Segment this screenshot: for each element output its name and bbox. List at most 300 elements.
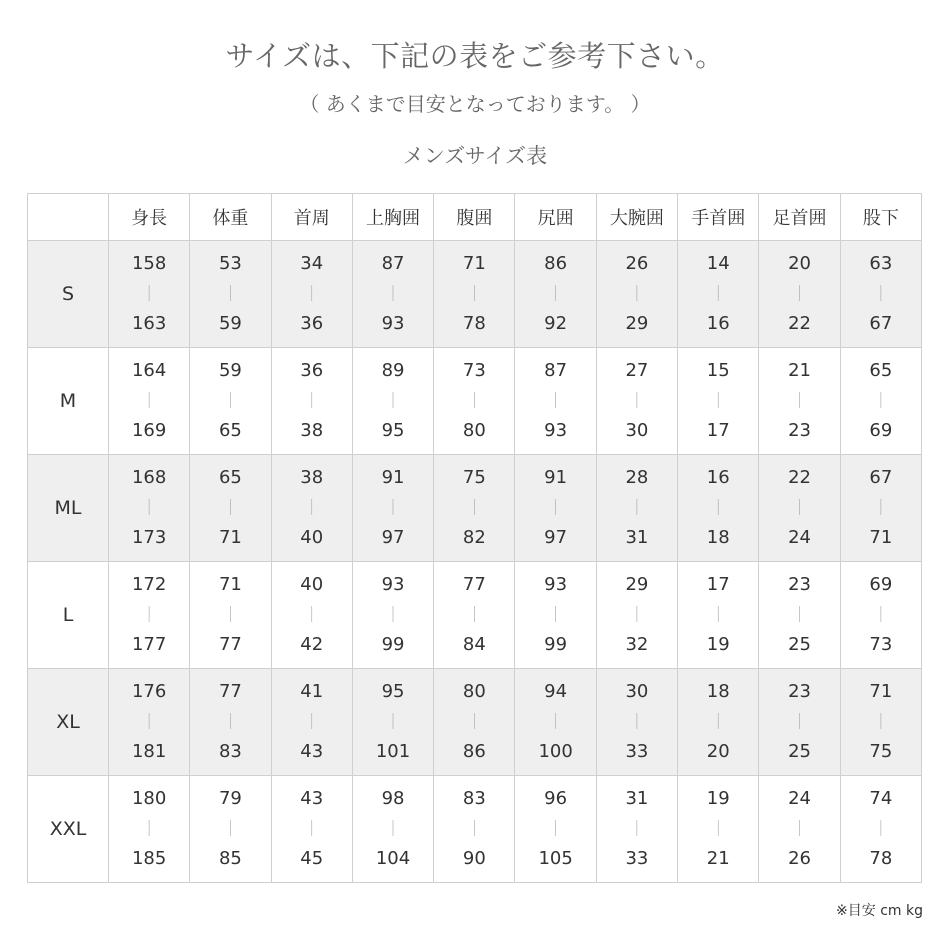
measurement-range [678, 356, 758, 446]
measurement-cell [434, 348, 515, 455]
range-separator: ｜ [872, 391, 889, 410]
measurement-cell [109, 348, 190, 455]
measurement-cell [352, 455, 433, 562]
measurement-range [597, 677, 677, 767]
range-max: 42 [300, 634, 324, 655]
measurement-range [759, 677, 839, 767]
range-separator: ｜ [385, 498, 402, 517]
range-min: 22 [788, 467, 811, 488]
range-min: 26 [625, 253, 649, 274]
range-separator: ｜ [303, 712, 320, 731]
range-min: 176 [131, 681, 167, 702]
range-max: 177 [131, 634, 167, 655]
measurement-cell [596, 348, 677, 455]
measurement-cell [515, 776, 596, 883]
measurement-cell [596, 241, 677, 348]
range-max: 73 [869, 634, 893, 655]
range-min: 77 [218, 681, 242, 702]
measurement-range [190, 784, 270, 874]
measurement-range [597, 249, 677, 339]
measurement-cell [271, 776, 352, 883]
range-separator: ｜ [628, 605, 645, 624]
range-min: 91 [381, 467, 405, 488]
range-min: 96 [544, 788, 568, 809]
measurement-range [190, 249, 270, 339]
measurement-cell [596, 669, 677, 776]
measurement-range [759, 249, 839, 339]
measurement-cell [515, 455, 596, 562]
measurement-cell [434, 562, 515, 669]
measurement-range [190, 356, 270, 446]
measurement-cell [271, 669, 352, 776]
size-label: ML [28, 455, 109, 562]
range-min: 80 [462, 681, 486, 702]
range-max: 101 [375, 741, 411, 762]
range-separator: ｜ [141, 605, 158, 624]
measurement-range [109, 463, 189, 553]
range-min: 34 [300, 253, 324, 274]
table-row [28, 455, 922, 562]
range-min: 93 [544, 574, 568, 595]
measurement-range [678, 463, 758, 553]
measurement-cell [352, 669, 433, 776]
measurement-cell [190, 669, 271, 776]
range-min: 180 [131, 788, 167, 809]
measurement-cell [515, 348, 596, 455]
range-max: 85 [218, 848, 242, 869]
range-min: 21 [788, 360, 811, 381]
range-max: 25 [788, 634, 811, 655]
range-separator: ｜ [872, 605, 889, 624]
range-min: 36 [300, 360, 324, 381]
range-max: 19 [706, 634, 730, 655]
range-max: 20 [706, 741, 730, 762]
measurement-range [109, 249, 189, 339]
measurement-cell [109, 562, 190, 669]
range-separator: ｜ [710, 712, 727, 731]
range-min: 63 [869, 253, 893, 274]
range-max: 86 [462, 741, 486, 762]
range-separator: ｜ [466, 498, 483, 517]
range-separator: ｜ [466, 819, 483, 838]
range-min: 168 [131, 467, 167, 488]
table-row [28, 562, 922, 669]
range-min: 43 [300, 788, 324, 809]
measurement-range [272, 677, 352, 767]
size-label: XL [28, 669, 109, 776]
table-row [28, 348, 922, 455]
range-min: 71 [462, 253, 486, 274]
range-max: 83 [218, 741, 242, 762]
range-min: 27 [625, 360, 649, 381]
measurement-range [841, 784, 921, 874]
range-separator: ｜ [141, 284, 158, 303]
range-min: 59 [218, 360, 242, 381]
measurement-cell [190, 776, 271, 883]
range-min: 73 [462, 360, 486, 381]
measurement-cell [840, 455, 921, 562]
measurement-cell [434, 455, 515, 562]
measurement-range [353, 570, 433, 660]
range-separator: ｜ [466, 605, 483, 624]
measurement-range [678, 784, 758, 874]
measurement-cell [109, 669, 190, 776]
range-max: 43 [300, 741, 324, 762]
range-max: 38 [300, 420, 324, 441]
range-separator: ｜ [303, 819, 320, 838]
range-min: 23 [788, 574, 811, 595]
range-min: 95 [381, 681, 405, 702]
page-title: サイズは、下記の表をご参考下さい。 [225, 39, 725, 73]
range-max: 93 [544, 420, 568, 441]
range-separator: ｜ [141, 712, 158, 731]
range-separator: ｜ [222, 819, 239, 838]
measurement-cell [759, 776, 840, 883]
range-separator: ｜ [628, 712, 645, 731]
range-min: 71 [218, 574, 242, 595]
range-separator: ｜ [628, 284, 645, 303]
table-row [28, 241, 922, 348]
table-row [28, 776, 922, 883]
range-min: 16 [706, 467, 730, 488]
measurement-range [515, 249, 595, 339]
range-separator: ｜ [303, 391, 320, 410]
measurement-range [597, 463, 677, 553]
range-separator: ｜ [303, 284, 320, 303]
measurement-range [759, 784, 839, 874]
measurement-cell [109, 455, 190, 562]
range-max: 75 [869, 741, 893, 762]
range-separator: ｜ [466, 284, 483, 303]
measurement-cell [515, 669, 596, 776]
measurement-range [759, 356, 839, 446]
column-header: 股下 [840, 194, 921, 241]
range-min: 17 [706, 574, 730, 595]
range-max: 82 [462, 527, 486, 548]
measurement-range [434, 463, 514, 553]
measurement-range [759, 463, 839, 553]
column-header: 手首囲 [678, 194, 759, 241]
range-separator: ｜ [222, 284, 239, 303]
range-separator: ｜ [547, 712, 564, 731]
measurement-cell [271, 562, 352, 669]
column-header: 体重 [190, 194, 271, 241]
range-min: 158 [131, 253, 167, 274]
measurement-cell [190, 562, 271, 669]
range-max: 181 [131, 741, 167, 762]
page-subtitle: （ あくまで目安となっております。 ） [299, 92, 651, 116]
measurement-range [678, 570, 758, 660]
column-header: 腹囲 [434, 194, 515, 241]
range-min: 19 [706, 788, 730, 809]
range-separator: ｜ [628, 391, 645, 410]
range-min: 65 [218, 467, 242, 488]
range-separator: ｜ [791, 284, 808, 303]
range-max: 40 [300, 527, 324, 548]
measurement-cell [678, 348, 759, 455]
table-row [28, 669, 922, 776]
measurement-range [841, 249, 921, 339]
measurement-range [109, 784, 189, 874]
measurement-range [515, 463, 595, 553]
range-max: 36 [300, 313, 324, 334]
range-separator: ｜ [872, 498, 889, 517]
measurement-cell [271, 348, 352, 455]
range-max: 84 [462, 634, 486, 655]
range-min: 98 [381, 788, 405, 809]
range-separator: ｜ [872, 284, 889, 303]
measurement-cell [678, 562, 759, 669]
measurement-cell [352, 562, 433, 669]
range-max: 163 [131, 313, 167, 334]
range-separator: ｜ [791, 605, 808, 624]
range-max: 29 [625, 313, 649, 334]
range-min: 77 [462, 574, 486, 595]
range-min: 79 [218, 788, 242, 809]
measurement-cell [109, 241, 190, 348]
range-max: 26 [788, 848, 811, 869]
range-max: 71 [218, 527, 242, 548]
measurement-cell [434, 669, 515, 776]
range-min: 38 [300, 467, 324, 488]
range-separator: ｜ [222, 712, 239, 731]
measurement-range [678, 677, 758, 767]
range-min: 28 [625, 467, 649, 488]
range-separator: ｜ [710, 284, 727, 303]
range-min: 74 [869, 788, 893, 809]
size-label: M [28, 348, 109, 455]
range-separator: ｜ [141, 391, 158, 410]
range-separator: ｜ [710, 605, 727, 624]
range-min: 30 [625, 681, 649, 702]
range-max: 33 [625, 848, 649, 869]
range-separator: ｜ [710, 498, 727, 517]
measurement-cell [352, 241, 433, 348]
measurement-range [597, 570, 677, 660]
range-min: 41 [300, 681, 324, 702]
range-max: 71 [869, 527, 893, 548]
range-max: 99 [544, 634, 568, 655]
measurement-cell [759, 455, 840, 562]
range-max: 32 [625, 634, 649, 655]
range-separator: ｜ [547, 391, 564, 410]
measurement-range [597, 356, 677, 446]
range-min: 93 [381, 574, 405, 595]
measurement-cell [759, 562, 840, 669]
range-min: 29 [625, 574, 649, 595]
column-header: 尻囲 [515, 194, 596, 241]
measurement-range [678, 249, 758, 339]
range-min: 69 [869, 574, 893, 595]
range-max: 90 [462, 848, 486, 869]
range-separator: ｜ [141, 819, 158, 838]
table-body [28, 241, 922, 883]
range-max: 100 [538, 741, 573, 762]
size-label: XXL [28, 776, 109, 883]
measurement-cell [271, 455, 352, 562]
measurement-range [353, 784, 433, 874]
range-min: 87 [381, 253, 405, 274]
measurement-cell [352, 776, 433, 883]
measurement-range [515, 784, 595, 874]
range-max: 77 [218, 634, 242, 655]
header-size-cell [28, 194, 109, 241]
measurement-range [353, 677, 433, 767]
measurement-range [515, 570, 595, 660]
measurement-cell [678, 455, 759, 562]
range-max: 30 [625, 420, 649, 441]
range-min: 15 [706, 360, 730, 381]
measurement-range [515, 677, 595, 767]
range-separator: ｜ [791, 819, 808, 838]
range-min: 86 [544, 253, 568, 274]
range-max: 92 [544, 313, 568, 334]
range-max: 21 [706, 848, 730, 869]
range-separator: ｜ [222, 605, 239, 624]
measurement-range [434, 570, 514, 660]
size-label: L [28, 562, 109, 669]
range-max: 25 [788, 741, 811, 762]
range-max: 93 [381, 313, 405, 334]
measurement-cell [596, 455, 677, 562]
range-separator: ｜ [385, 819, 402, 838]
measurement-cell [596, 776, 677, 883]
range-min: 87 [544, 360, 568, 381]
range-min: 67 [869, 467, 893, 488]
measurement-cell [759, 241, 840, 348]
measurement-range [841, 677, 921, 767]
measurement-cell [840, 348, 921, 455]
range-separator: ｜ [141, 498, 158, 517]
range-separator: ｜ [547, 819, 564, 838]
measurement-cell [190, 455, 271, 562]
range-min: 75 [462, 467, 486, 488]
range-min: 31 [625, 788, 649, 809]
measurement-cell [759, 669, 840, 776]
range-min: 71 [869, 681, 893, 702]
measurement-cell [352, 348, 433, 455]
measurement-cell [109, 776, 190, 883]
measurement-cell [759, 348, 840, 455]
size-table [27, 193, 922, 883]
range-max: 65 [218, 420, 242, 441]
measurement-range [190, 570, 270, 660]
range-max: 18 [706, 527, 730, 548]
measurement-cell [596, 562, 677, 669]
range-separator: ｜ [303, 605, 320, 624]
range-max: 24 [788, 527, 811, 548]
range-max: 59 [218, 313, 242, 334]
range-separator: ｜ [466, 712, 483, 731]
range-max: 97 [381, 527, 405, 548]
range-separator: ｜ [385, 391, 402, 410]
range-max: 67 [869, 313, 893, 334]
range-min: 65 [869, 360, 893, 381]
measurement-cell [515, 241, 596, 348]
range-separator: ｜ [547, 284, 564, 303]
range-max: 33 [625, 741, 649, 762]
measurement-range [272, 356, 352, 446]
measurement-range [272, 784, 352, 874]
measurement-range [434, 249, 514, 339]
column-header: 身長 [109, 194, 190, 241]
range-separator: ｜ [547, 498, 564, 517]
measurement-cell [434, 241, 515, 348]
range-max: 78 [869, 848, 893, 869]
range-separator: ｜ [791, 391, 808, 410]
measurement-cell [434, 776, 515, 883]
range-min: 14 [706, 253, 730, 274]
unit-note: ※目安 cm kg [836, 903, 923, 919]
range-max: 104 [375, 848, 411, 869]
range-min: 24 [788, 788, 811, 809]
measurement-range [759, 570, 839, 660]
range-separator: ｜ [222, 498, 239, 517]
range-min: 172 [131, 574, 167, 595]
measurement-range [597, 784, 677, 874]
range-max: 31 [625, 527, 649, 548]
measurement-cell [190, 348, 271, 455]
measurement-cell [678, 776, 759, 883]
range-separator: ｜ [872, 819, 889, 838]
measurement-cell [515, 562, 596, 669]
range-max: 78 [462, 313, 486, 334]
range-separator: ｜ [791, 712, 808, 731]
measurement-cell [271, 241, 352, 348]
column-header: 上胸囲 [352, 194, 433, 241]
measurement-cell [678, 669, 759, 776]
measurement-range [109, 570, 189, 660]
size-label: S [28, 241, 109, 348]
measurement-range [434, 784, 514, 874]
range-min: 91 [544, 467, 568, 488]
measurement-cell [678, 241, 759, 348]
measurement-cell [840, 241, 921, 348]
measurement-range [841, 570, 921, 660]
measurement-cell [840, 562, 921, 669]
measurement-range [190, 677, 270, 767]
range-min: 23 [788, 681, 811, 702]
range-min: 89 [381, 360, 405, 381]
measurement-range [841, 463, 921, 553]
range-max: 80 [462, 420, 486, 441]
measurement-range [109, 356, 189, 446]
measurement-range [841, 356, 921, 446]
range-min: 40 [300, 574, 324, 595]
range-separator: ｜ [710, 391, 727, 410]
measurement-range [109, 677, 189, 767]
range-max: 22 [788, 313, 811, 334]
measurement-range [272, 249, 352, 339]
range-max: 185 [131, 848, 167, 869]
range-max: 95 [381, 420, 405, 441]
column-header: 大腕囲 [596, 194, 677, 241]
measurement-range [272, 463, 352, 553]
range-min: 94 [544, 681, 568, 702]
range-separator: ｜ [303, 498, 320, 517]
measurement-range [434, 356, 514, 446]
range-max: 169 [131, 420, 167, 441]
measurement-range [434, 677, 514, 767]
column-header: 足首囲 [759, 194, 840, 241]
range-separator: ｜ [385, 284, 402, 303]
range-min: 164 [131, 360, 167, 381]
range-max: 17 [706, 420, 730, 441]
measurement-range [353, 249, 433, 339]
range-max: 16 [706, 313, 730, 334]
range-separator: ｜ [547, 605, 564, 624]
range-max: 23 [788, 420, 811, 441]
